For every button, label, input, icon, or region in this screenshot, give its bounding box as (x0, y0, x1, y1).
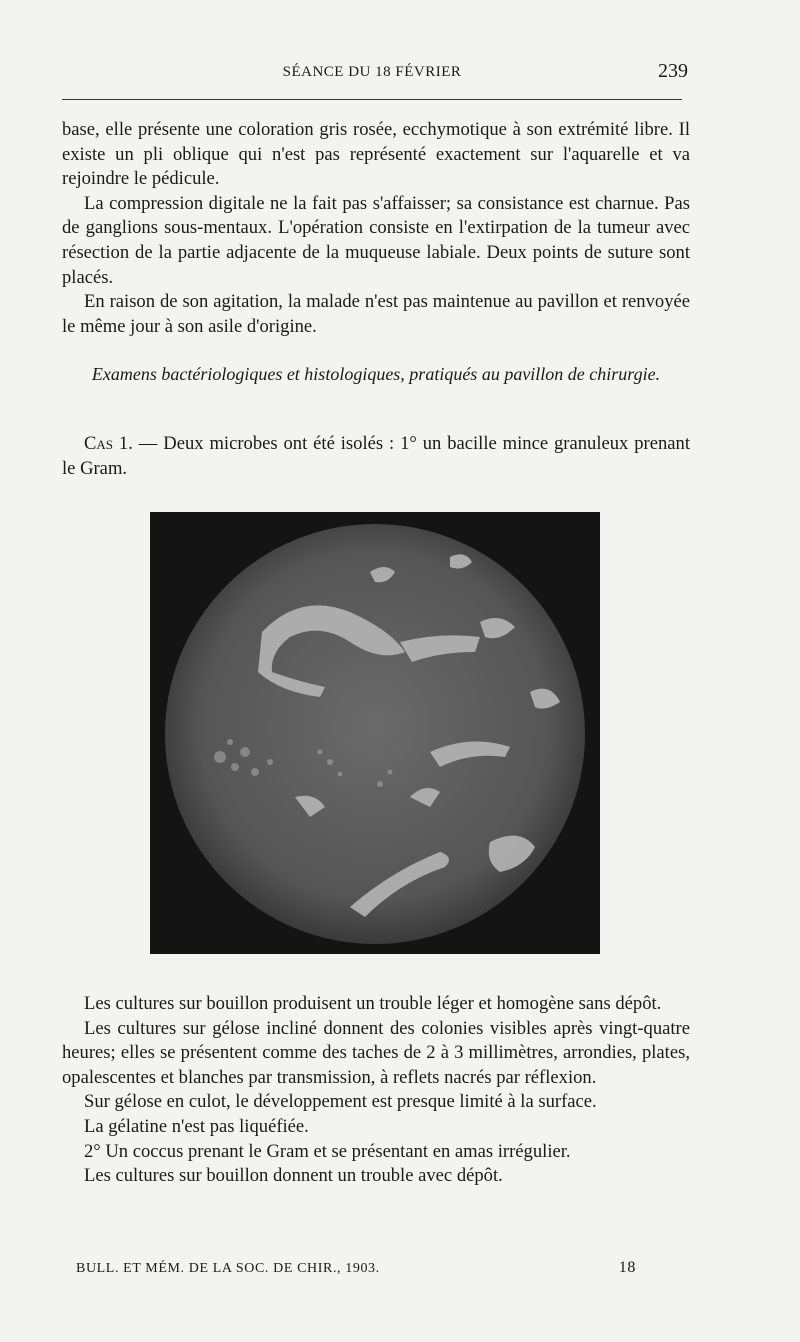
paragraph: base, elle présente une coloration gris rosée, ecchymotique à son extrémité libre. Il existe un pli oblique qui n'est pas représenté exactement sur l'aquarelle et va rejoindre le pédicule. (62, 119, 690, 190)
body-text-bottom (62, 992, 690, 1189)
microscope-field (165, 524, 585, 944)
running-head: SÉANCE DU 18 FÉVRIER (282, 64, 462, 80)
page-header (62, 60, 688, 88)
paragraph: En raison de son agitation, la malade n'est pas maintenue au pavillon et renvoyée le même jour à son asile d'origine. (62, 291, 690, 337)
footer-citation: BULL. ET MÉM. DE LA SOC. DE CHIR., 1903. (76, 1261, 380, 1276)
header-rule (62, 99, 682, 100)
case-paragraph (62, 432, 690, 481)
micrograph-image (150, 512, 600, 954)
section-title: Examens bactériologiques et histologiques, pratiqués au pavillon de chirurgie. (91, 364, 661, 384)
body-text-top (62, 118, 690, 339)
paragraph: La compression digitale ne la fait pas s'affaisser; sa consistance est charnue. Pas de ganglions sous-mentaux. L'opération consiste en l'extirpation de la tumeur avec résection de la partie adjacente de la muqueuse labiale. Deux points de suture sont placés. (62, 192, 690, 288)
paragraph: Les cultures sur bouillon donnent un trouble avec dépôt. (84, 1165, 503, 1187)
paragraph: Les cultures sur gélose incliné donnent des colonies visibles après vingt-quatre heures; elles se présentent comme des taches de 2 à 3 millimètres, arrondies, plates, opalescentes et blanches par transmission, à reflets nacrés par réflexion. (62, 1017, 690, 1088)
signature-mark: 18 (618, 1259, 636, 1276)
paragraph: 2° Un coccus prenant le Gram et se présentant en amas irrégulier. (84, 1140, 571, 1162)
paragraph: Les cultures sur bouillon produisent un trouble léger et homogène sans dépôt. (84, 993, 662, 1014)
micrograph-figure (150, 512, 600, 954)
page-number: 239 (658, 60, 688, 82)
case-label: Cas 1. (84, 433, 133, 454)
page-footer (76, 1257, 636, 1281)
case-text: — Deux microbes ont été isolés : 1° un bacille mince granuleux prenant le Gram. (62, 433, 690, 479)
paragraph: Sur gélose en culot, le développement est presque limité à la surface. (84, 1091, 597, 1113)
paragraph: La gélatine n'est pas liquéfiée. (84, 1115, 309, 1137)
